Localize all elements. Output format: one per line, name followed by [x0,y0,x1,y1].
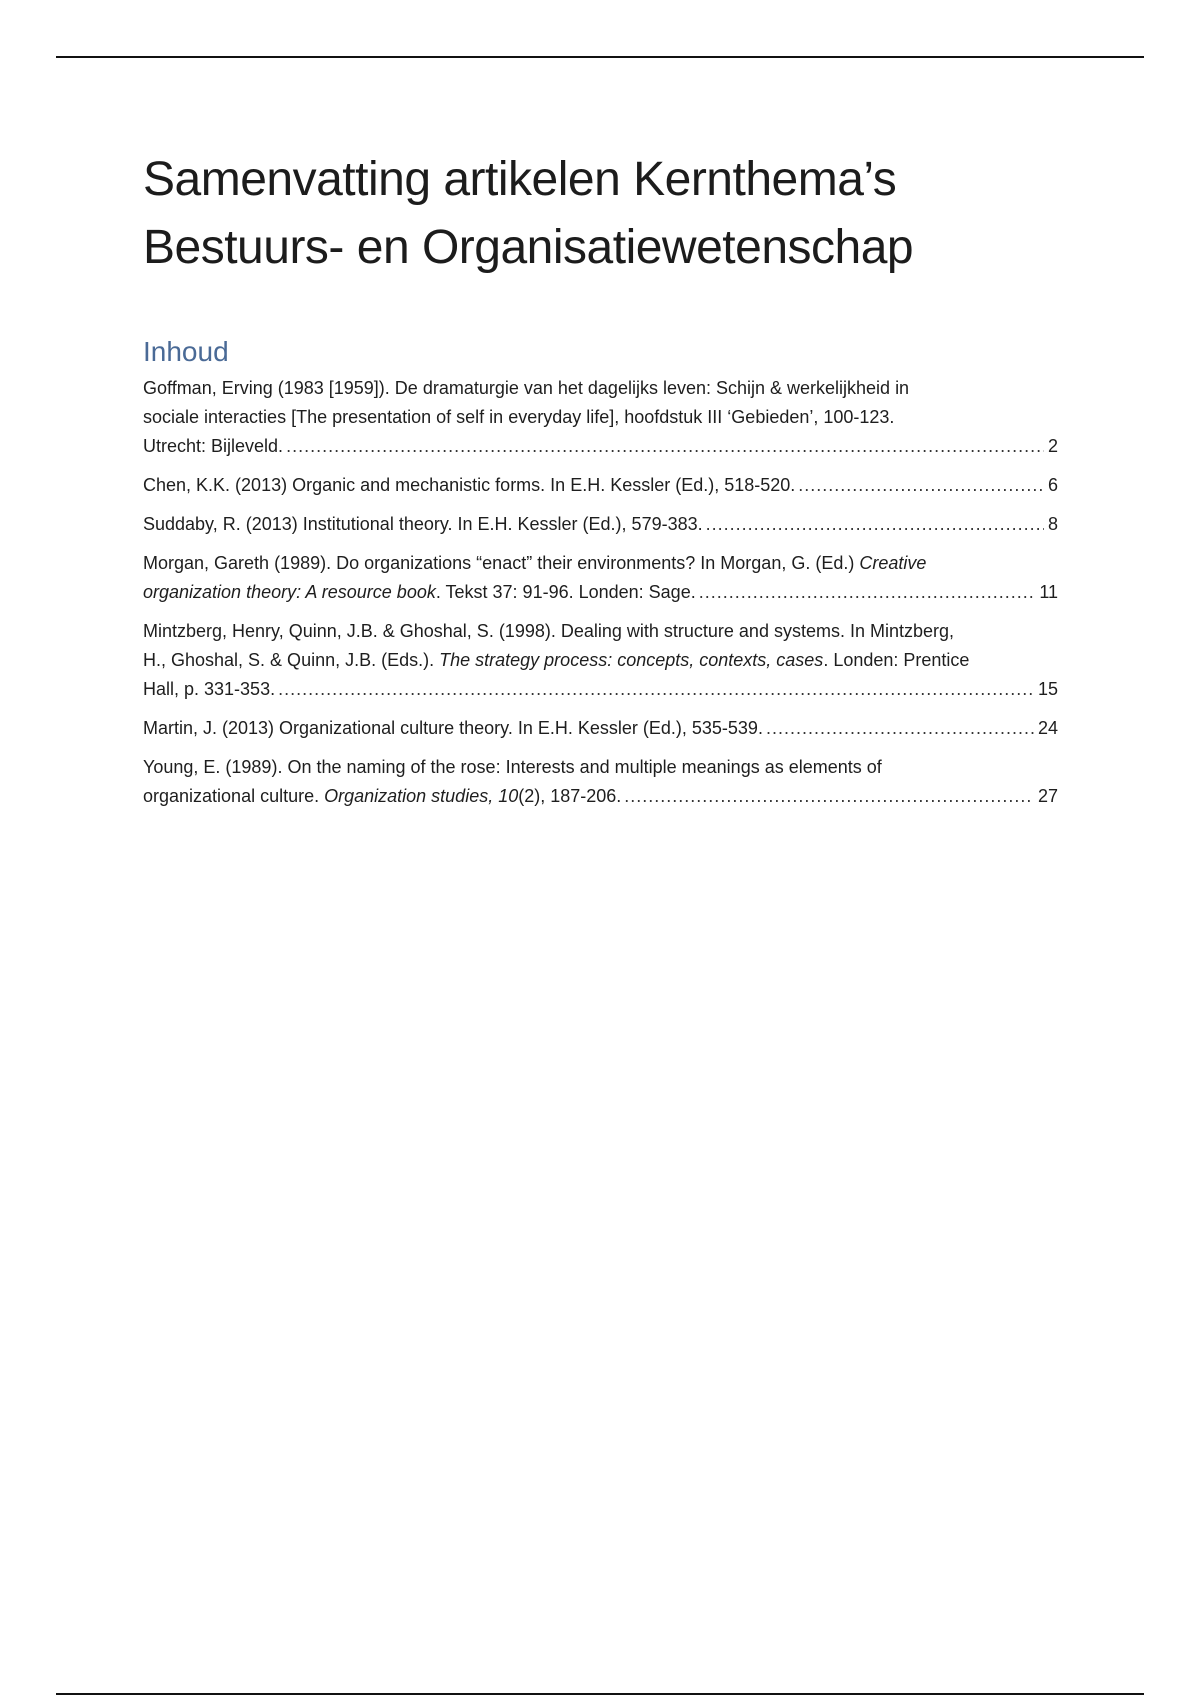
toc-entry-last-line [143,510,1058,539]
toc-entry-text-line [143,578,696,607]
toc-entry-young[interactable] [143,753,1058,811]
toc-heading: Inhoud [143,336,229,367]
document-title-line-1: Samenvatting artikelen Kernthema’s [143,153,897,206]
toc-entry-last-line [143,782,1058,811]
toc-entry-text-line: Suddaby, R. (2013) Institutional theory. In E.H. Kessler (Ed.), 579-383. [143,514,703,534]
toc-entry-text-line: Martin, J. (2013) Organizational culture theory. In E.H. Kessler (Ed.), 535-539. [143,718,763,738]
toc-entry-text-line: Hall, p. 331-353. [143,679,276,699]
toc-entry-text-line [143,549,1058,578]
toc-entry-italic-title: The strategy process: concepts, contexts, cases [439,650,824,670]
toc-page-number: 6 [1047,475,1058,495]
toc-page-number: 24 [1037,718,1058,738]
toc-entry-last-line [143,675,1058,704]
toc-page-number: 11 [1039,582,1058,602]
toc-page-number: 27 [1037,786,1058,806]
document-title-line-2: Bestuurs- en Organisatiewetenschap [143,221,914,274]
toc-entry-text-segment: H., Ghoshal, S. & Quinn, J.B. (Eds.). [143,650,440,670]
toc-page-number: 2 [1047,436,1058,456]
toc-entry-last-line [143,432,1058,461]
toc-entry-text-segment: . Tekst 37: 91-96. Londen: Sage. [435,582,696,602]
toc-entry-italic-title: Creative [859,553,927,573]
toc-dot-leader [798,471,1044,500]
toc-entry-goffman[interactable] [143,374,1058,461]
toc-entry-text-line: Young, E. (1989). On the naming of the rose: Interests and multiple meanings as elements of [143,757,882,777]
toc-entry-text-segment: . Londen: Prentice [823,650,970,670]
toc-entry-martin[interactable] [143,714,1058,743]
page-bottom-rule [56,1693,1144,1695]
toc-entry-last-line [143,714,1058,743]
toc-dot-leader [286,432,1044,461]
toc-page-number: 8 [1047,514,1058,534]
toc-entry-italic-title: Organization studies, 10 [324,786,519,806]
toc-entry-text-line: Mintzberg, Henry, Quinn, J.B. & Ghoshal, S. (1998). Dealing with structure and systems. In Mintzberg, [143,621,955,641]
toc-dot-leader [624,782,1034,811]
document-body [143,146,1058,821]
toc-entry-chen[interactable] [143,471,1058,500]
toc-entry-text-segment: (2), 187-206. [518,786,622,806]
toc-entry-morgan[interactable] [143,549,1058,607]
toc-entry-last-line [143,471,1058,500]
page-top-rule [56,56,1144,58]
toc-entry-text-line: sociale interacties [The presentation of self in everyday life], hoofdstuk III ‘Gebieden’, 100-123. [143,407,895,427]
toc-page-number: 15 [1037,679,1058,699]
toc-entry-text-segment: organizational culture. [143,786,325,806]
table-of-contents [143,374,1058,811]
document-title [143,146,1058,282]
toc-dot-leader [766,714,1034,743]
toc-entry-text-line: Goffman, Erving (1983 [1959]). De dramaturgie van het dagelijks leven: Schijn & werkelijkheid in [143,378,910,398]
toc-entry-text-line: Utrecht: Bijleveld. [143,436,284,456]
toc-entry-text-line [143,782,621,811]
toc-dot-leader [706,510,1044,539]
toc-entry-italic-title: organization theory: A resource book [143,582,436,602]
toc-entry-text-line: Chen, K.K. (2013) Organic and mechanistic forms. In E.H. Kessler (Ed.), 518-520. [143,475,796,495]
toc-entry-suddaby[interactable] [143,510,1058,539]
toc-dot-leader [278,675,1034,704]
toc-dot-leader [699,578,1036,607]
toc-entry-text-segment: Morgan, Gareth (1989). Do organizations “enact” their environments? In Morgan, G. (Ed.) [143,553,860,573]
toc-entry-mintzberg[interactable] [143,617,1058,704]
toc-entry-text-line [143,646,1058,675]
toc-entry-last-line [143,578,1058,607]
